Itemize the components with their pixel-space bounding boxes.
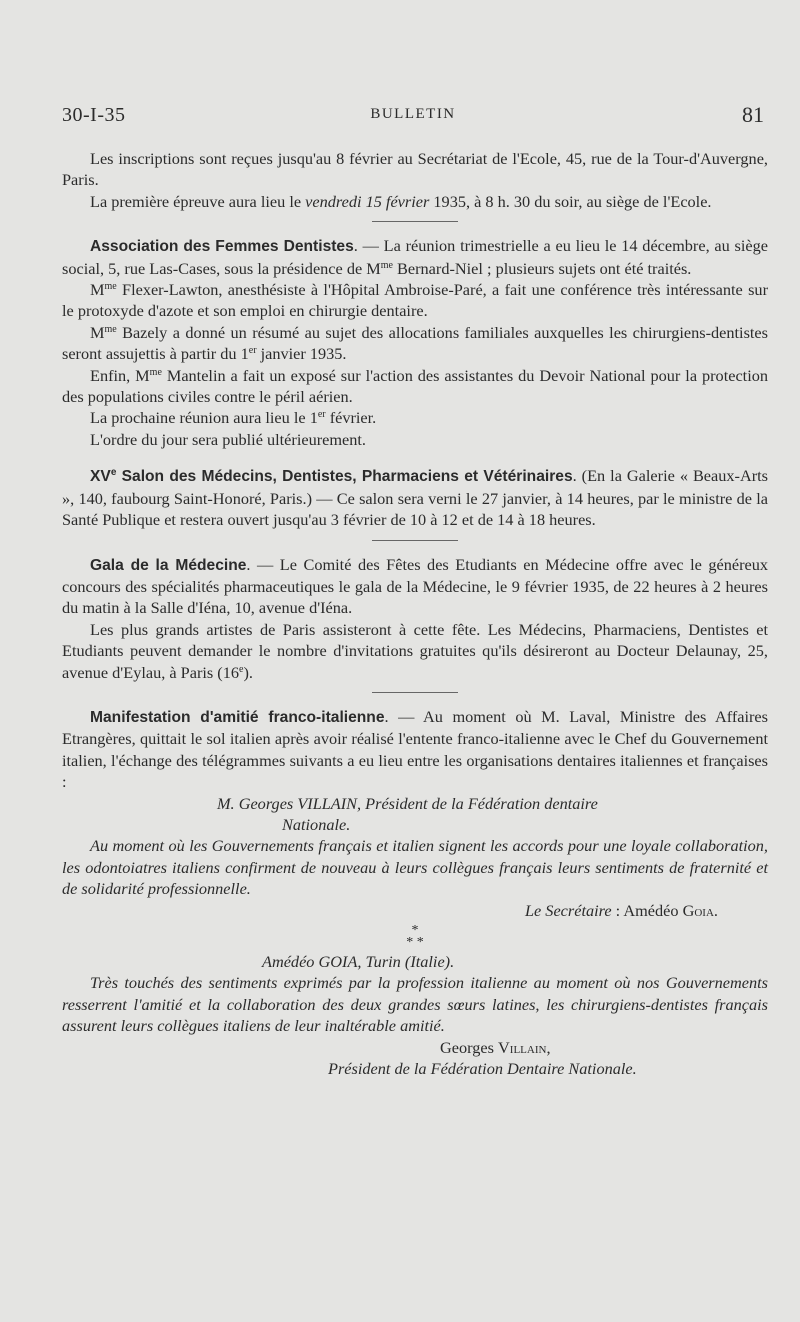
text-run: La prochaine réunion aura lieu le 1 <box>90 408 318 428</box>
spacer <box>62 450 768 465</box>
afd-paragraph-3 <box>62 322 768 365</box>
text-run: . <box>713 900 718 920</box>
telegram-2-signature-title: Président de la Fédération Dentaire Nationale. <box>328 1059 637 1079</box>
ecole-paragraph-2 <box>62 191 768 212</box>
gala-heading: Gala de la Médecine <box>90 556 247 574</box>
text-run: janvier 1935. <box>256 344 347 364</box>
afd-paragraph-4 <box>62 365 768 408</box>
text-run: Salon des Médecins, Dentistes, Pharmaciens et Vétérinaires <box>116 468 573 486</box>
manif-heading: Manifestation d'amitié franco-italienne <box>90 708 385 726</box>
afd-paragraph-2 <box>62 279 768 322</box>
salon-heading <box>90 468 573 485</box>
text-run: Le Secrétaire <box>524 900 612 920</box>
asterism-bottom: * * <box>406 935 424 950</box>
text-run: La première épreuve aura lieu le <box>90 191 306 211</box>
asterism-top: * <box>411 923 419 938</box>
afd-paragraph-1 <box>62 235 768 279</box>
afd-section <box>62 235 768 450</box>
telegram-2-signature <box>62 1037 768 1058</box>
text-run: . (En la Galerie « Beaux-Arts », 140, faubourg Saint-Honoré, Paris.) — Ce salon sera verni le 27 janvier, à 14 heures, par le ministre de la Santé Publique et restera ouvert jusqu'au 3 février de 10 à 12 et de 14 à 18 heures. <box>62 466 769 530</box>
superscript: er <box>317 409 326 421</box>
telegram-1-sender-cont: Nationale. <box>282 814 351 834</box>
text-run: , <box>546 1037 551 1057</box>
telegram-2-message: Très touchés des sentiments exprimés par la profession italienne au moment où nos Gouvernements resserrent l'amitié et la collaboration des deux grandes sœurs latines, les chirurgiens-dentistes français assurent leurs collègues italiens de leur inaltérable amitié. <box>62 973 768 1036</box>
superscript: me <box>380 259 393 271</box>
gala-section <box>62 554 768 683</box>
manif-paragraph-1 <box>62 706 768 793</box>
text-run: Enfin, M <box>90 365 150 385</box>
text-run: M <box>90 322 105 342</box>
superscript: me <box>104 323 117 335</box>
text-run: Goia <box>682 900 714 920</box>
telegram-1-message: Au moment où les Gouvernements français et italien signent les accords pour une loyale collaboration, les odontoiatres italiens confirment de nouveau à leurs collègues français leurs sentiments de fraternité et de solidarité professionnelle. <box>62 836 768 899</box>
page-body <box>62 148 768 1079</box>
text-run: Bernard-Niel ; plusieurs sujets ont été traités. <box>392 258 692 278</box>
telegram-2-sender: Amédéo GOIA, Turin (Italie). <box>262 952 455 971</box>
section-divider <box>372 221 458 222</box>
text-run: Villain <box>498 1037 547 1057</box>
asterism <box>62 925 768 949</box>
afd-paragraph-6: L'ordre du jour sera publié ultérieurement. <box>90 429 366 449</box>
date-emphasis: vendredi 15 février <box>305 191 430 211</box>
text-run: 1935, à 8 h. 30 du soir, au siège de l'Ecole. <box>429 191 712 211</box>
header-date: 30-I-35 <box>62 104 126 126</box>
ecole-paragraph-1: Les inscriptions sont reçues jusqu'au 8 février au Secrétariat de l'Ecole, 45, rue de la Tour-d'Auvergne, Paris. <box>62 149 768 190</box>
header-title: BULLETIN <box>370 106 456 122</box>
section-divider <box>372 692 458 693</box>
text-run: Georges <box>440 1037 499 1057</box>
page-header <box>62 100 764 130</box>
text-run: Mantelin a fait un exposé sur l'action des assistantes du Devoir National pour la protection des populations civiles contre le péril aérien. <box>62 365 768 407</box>
text-run: ). <box>243 662 253 682</box>
salon-paragraph <box>62 465 768 530</box>
afd-paragraph-5 <box>62 407 768 428</box>
superscript: me <box>149 366 162 378</box>
afd-heading: Association des Femmes Dentistes <box>90 238 354 256</box>
text-run: Les plus grands artistes de Paris assisteront à cette fête. Les Médecins, Pharmaciens, Dentistes et Etudiants peuvent demander le nombre d'invitations gratuites qu'ils désireront au Docteur Delaunay, 25, avenue d'Eylau, à Paris (16 <box>62 619 768 682</box>
text-run: XV <box>90 468 111 486</box>
manifestation-section <box>62 706 768 1080</box>
ecole-section <box>62 148 768 212</box>
page-number: 81 <box>742 102 764 127</box>
telegram-1-signature <box>62 900 768 921</box>
superscript: er <box>248 345 257 357</box>
text-run: : Amédéo <box>611 900 683 920</box>
gala-paragraph-2 <box>62 619 768 683</box>
section-divider <box>372 540 458 541</box>
telegram-1-sender: M. Georges VILLAIN, Président de la Fédération dentaire <box>217 793 598 813</box>
superscript: e <box>110 467 117 479</box>
text-run: Bazely a donné un résumé au sujet des allocations familiales auxquelles les chirurgiens-dentistes seront assujettis à partir du 1 <box>62 322 768 364</box>
salon-section <box>62 465 768 530</box>
text-run: . — Au moment où M. Laval, Ministre des Affaires Etrangères, quittait le sol italien après avoir réalisé l'entente franco-italienne avec le Chef du Gouvernement italien, l'échange des télégrammes suivants a eu lieu entre les organisations dentaires italiennes et françaises : <box>62 706 768 792</box>
superscript: me <box>104 281 117 293</box>
superscript: e <box>239 663 244 675</box>
text-run: Flexer-Lawton, anesthésiste à l'Hôpital Ambroise-Paré, a fait une conférence très intéressante sur le protoxyde d'azote et son emploi en chirurgie dentaire. <box>62 280 768 321</box>
text-run: . — Le Comité des Fêtes des Etudiants en Médecine offre avec le généreux concours des spécialités pharmaceutiques le gala de la Médecine, le 9 février 1935, de 22 heures à 2 heures du matin à la Salle d'Iéna, 10, avenue d'Iéna. <box>62 554 768 618</box>
text-run: février. <box>325 408 377 428</box>
gala-paragraph-1 <box>62 554 768 619</box>
text-run: M <box>90 280 105 300</box>
text-run: . — La réunion trimestrielle a eu lieu le 14 décembre, au siège social, 5, rue Las-Cases, sous la présidence de M <box>62 236 768 278</box>
